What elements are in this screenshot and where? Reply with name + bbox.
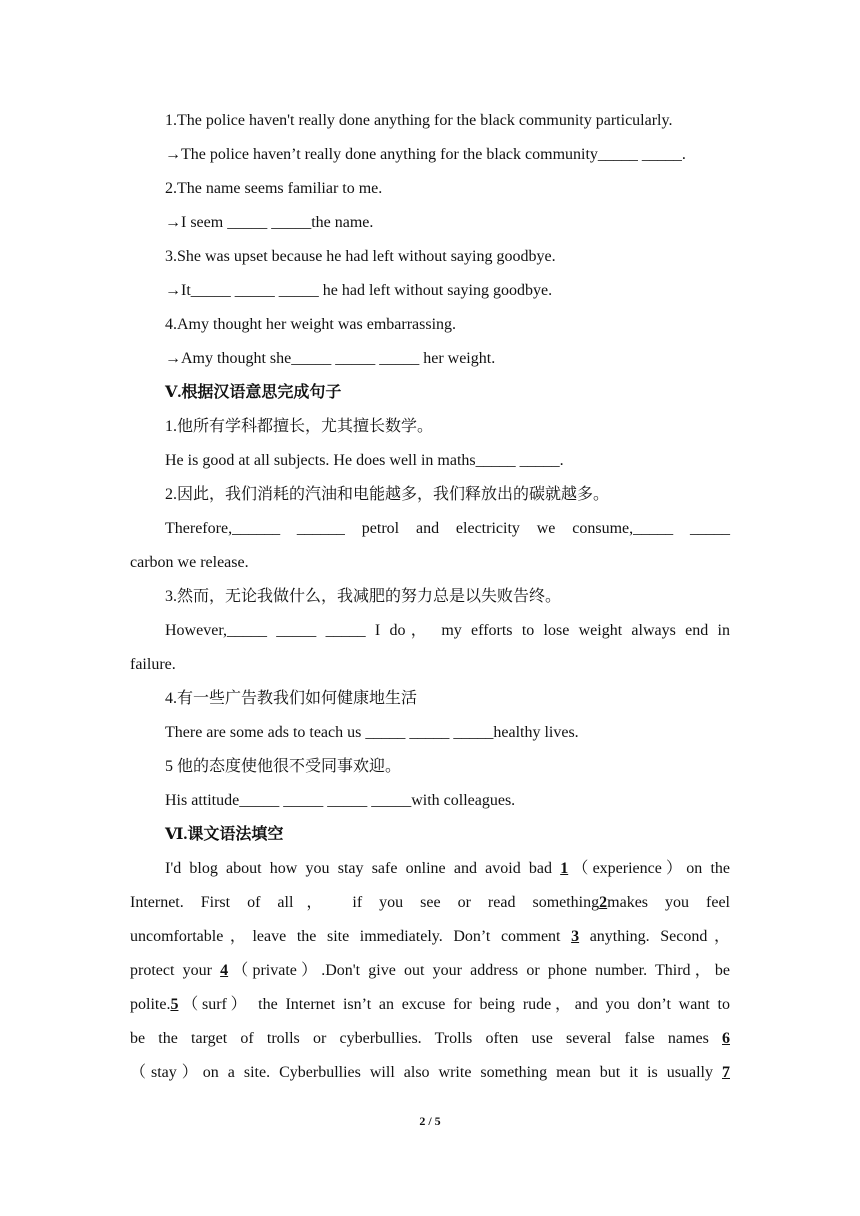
passage-text: protect your <box>130 962 221 979</box>
chinese-prompt: 3.然而，无论我做什么，我减肥的努力总是以失败告终。 <box>165 588 562 605</box>
blank-number: 7 <box>722 1064 730 1081</box>
english-sentence: There are some ads to teach us _____ _____ _____healthy lives. <box>165 724 579 741</box>
rewrite-line: →Amy thought she_____ _____ _____ her weight. <box>165 350 496 367</box>
passage-line <box>130 954 730 988</box>
passage-text: （stay）on a site. Cyberbullies will also write something mean but it is usually <box>130 1064 722 1081</box>
english-sentence-continued: failure. <box>130 656 176 673</box>
passage-text: makes you feel <box>607 894 730 911</box>
passage-line <box>130 988 730 1022</box>
english-sentence-continued: carbon we release. <box>130 554 249 571</box>
english-sentence: Therefore,______ ______ petrol and electricity we consume,_____ _____ <box>165 520 730 537</box>
passage-text: anything. Second， <box>579 928 730 945</box>
section-heading: Ⅴ.根据汉语意思完成句子 <box>165 384 342 401</box>
english-sentence: His attitude_____ _____ _____ _____with colleagues. <box>165 792 516 809</box>
chinese-prompt: 2.因此，我们消耗的汽油和电能越多，我们释放出的碳就越多。 <box>165 486 610 503</box>
rewrite-line: →I seem _____ _____the name. <box>165 214 374 231</box>
page-content <box>130 104 730 1090</box>
page-number: 2 / 5 <box>419 1114 441 1128</box>
passage-text: （experience）on the <box>568 860 730 877</box>
passage-text: （surf） the Internet isn’t an excuse for being rude，and you don’t want to <box>178 996 730 1013</box>
section-heading: Ⅵ.课文语法填空 <box>165 826 284 843</box>
english-sentence: He is good at all subjects. He does well in maths_____ _____. <box>165 452 564 469</box>
passage-text: be the target of trolls or cyberbullies. Trolls often use several false names <box>130 1030 722 1047</box>
chinese-prompt: 4.有一些广告教我们如何健康地生活 <box>165 690 418 707</box>
blank-number: 4 <box>220 962 229 979</box>
english-sentence: However,_____ _____ _____ I do， my efforts to lose weight always end in <box>165 622 730 639</box>
passage-text: polite. <box>130 996 171 1013</box>
exercise-item: 2.The name seems familiar to me. <box>165 180 383 197</box>
chinese-prompt: 1.他所有学科都擅长，尤其擅长数学。 <box>165 418 434 435</box>
blank-number: 5 <box>170 996 179 1013</box>
passage-text: I'd blog about how you stay safe online and avoid bad <box>165 860 561 877</box>
passage-line <box>130 1056 730 1090</box>
passage-text: Internet. First of all， if you see or read something <box>130 894 600 911</box>
exercise-item: 1.The police haven't really done anything for the black community particularly. <box>165 112 673 129</box>
passage-text: （private）.Don't give out your address or phone number. Third，be <box>228 962 730 979</box>
blank-number: 6 <box>722 1030 730 1047</box>
blank-number: 3 <box>571 928 580 945</box>
passage-text: uncomfortable，leave the site immediately. Don’t comment <box>130 928 572 945</box>
passage-line <box>130 1022 730 1056</box>
rewrite-line: →It_____ _____ _____ he had left without saying goodbye. <box>165 282 553 299</box>
chinese-prompt: 5 他的态度使他很不受同事欢迎。 <box>165 758 402 775</box>
blank-number: 2 <box>599 894 608 911</box>
blank-number: 1 <box>560 860 569 877</box>
passage-line <box>130 920 730 954</box>
exercise-item: 4.Amy thought her weight was embarrassing. <box>165 316 457 333</box>
passage-line <box>130 886 730 920</box>
rewrite-line: →The police haven’t really done anything for the black community_____ _____. <box>165 146 686 163</box>
passage-line <box>130 852 730 886</box>
exercise-item: 3.She was upset because he had left without saying goodbye. <box>165 248 556 265</box>
